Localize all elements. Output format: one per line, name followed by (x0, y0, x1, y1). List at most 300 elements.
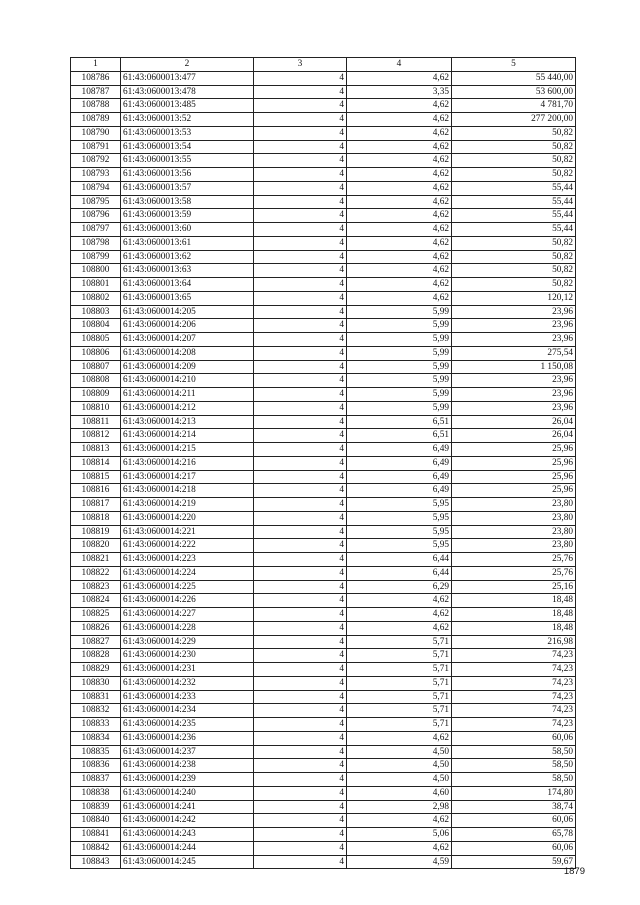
table-cell-col-2: 61:43:0600014:242 (121, 814, 254, 828)
table-cell-col-4: 4,62 (347, 154, 452, 168)
table-cell-col-4: 4,62 (347, 264, 452, 278)
table-cell-col-3: 4 (254, 773, 347, 787)
table-cell-col-3: 4 (254, 264, 347, 278)
table-cell-col-2: 61:43:0600013:62 (121, 250, 254, 264)
table-cell-col-2: 61:43:0600014:224 (121, 566, 254, 580)
table-cell-col-4: 4,62 (347, 731, 452, 745)
table-row (71, 566, 576, 580)
table-cell-col-2: 61:43:0600014:212 (121, 401, 254, 415)
table-row (71, 786, 576, 800)
table-cell-col-5: 25,96 (452, 443, 576, 457)
table-cell-col-1: 108818 (71, 511, 121, 525)
table-cell-col-2: 61:43:0600014:226 (121, 594, 254, 608)
table-cell-col-4: 3,35 (347, 85, 452, 99)
table-cell-col-5: 55,44 (452, 209, 576, 223)
table-cell-col-4: 5,71 (347, 704, 452, 718)
table-cell-col-1: 108805 (71, 333, 121, 347)
table-cell-col-5: 23,96 (452, 374, 576, 388)
table-cell-col-1: 108830 (71, 676, 121, 690)
table-cell-col-3: 4 (254, 181, 347, 195)
table-cell-col-4: 4,50 (347, 745, 452, 759)
table-row (71, 429, 576, 443)
table-cell-col-2: 61:43:0600014:213 (121, 415, 254, 429)
table-row (71, 154, 576, 168)
table-cell-col-4: 4,62 (347, 236, 452, 250)
table-cell-col-2: 61:43:0600014:228 (121, 621, 254, 635)
table-cell-col-1: 108794 (71, 181, 121, 195)
table-cell-col-2: 61:43:0600014:229 (121, 635, 254, 649)
table-cell-col-3: 4 (254, 690, 347, 704)
table-cell-col-4: 6,29 (347, 580, 452, 594)
table-cell-col-3: 4 (254, 346, 347, 360)
table-cell-col-1: 108798 (71, 236, 121, 250)
table-cell-col-5: 23,80 (452, 525, 576, 539)
table-cell-col-1: 108814 (71, 456, 121, 470)
table-row (71, 319, 576, 333)
table-row (71, 181, 576, 195)
table-cell-col-1: 108801 (71, 278, 121, 292)
table-cell-col-5: 18,48 (452, 608, 576, 622)
table-cell-col-2: 61:43:0600014:237 (121, 745, 254, 759)
table-row (71, 360, 576, 374)
table-row (71, 759, 576, 773)
table-cell-col-2: 61:43:0600013:65 (121, 291, 254, 305)
table-cell-col-4: 4,50 (347, 773, 452, 787)
table-cell-col-2: 61:43:0600014:209 (121, 360, 254, 374)
table-cell-col-1: 108797 (71, 223, 121, 237)
table-cell-col-2: 61:43:0600013:60 (121, 223, 254, 237)
table-cell-col-3: 4 (254, 168, 347, 182)
table-row (71, 608, 576, 622)
table-cell-col-1: 108796 (71, 209, 121, 223)
table-cell-col-1: 108813 (71, 443, 121, 457)
table-row (71, 731, 576, 745)
table-cell-col-4: 6,49 (347, 470, 452, 484)
table-cell-col-4: 5,71 (347, 635, 452, 649)
table-cell-col-3: 4 (254, 745, 347, 759)
table-cell-col-1: 108825 (71, 608, 121, 622)
table-cell-col-2: 61:43:0600014:215 (121, 443, 254, 457)
table-row (71, 594, 576, 608)
table-cell-col-3: 4 (254, 278, 347, 292)
table-cell-col-4: 4,62 (347, 195, 452, 209)
table-cell-col-4: 4,62 (347, 223, 452, 237)
table-cell-col-3: 4 (254, 621, 347, 635)
column-header-5: 5 (452, 58, 576, 72)
table-row (71, 415, 576, 429)
table-cell-col-1: 108807 (71, 360, 121, 374)
table-cell-col-1: 108840 (71, 814, 121, 828)
table-cell-col-5: 23,96 (452, 305, 576, 319)
table-cell-col-2: 61:43:0600013:57 (121, 181, 254, 195)
table-cell-col-3: 4 (254, 580, 347, 594)
table-cell-col-2: 61:43:0600013:54 (121, 140, 254, 154)
table-cell-col-2: 61:43:0600013:59 (121, 209, 254, 223)
table-cell-col-3: 4 (254, 635, 347, 649)
table-cell-col-4: 4,62 (347, 113, 452, 127)
table-cell-col-5: 58,50 (452, 759, 576, 773)
table-cell-col-2: 61:43:0600014:231 (121, 663, 254, 677)
table-cell-col-5: 50,82 (452, 154, 576, 168)
table-row (71, 388, 576, 402)
table-cell-col-3: 4 (254, 305, 347, 319)
table-cell-col-1: 108832 (71, 704, 121, 718)
table-cell-col-5: 55,44 (452, 223, 576, 237)
table-cell-col-5: 50,82 (452, 250, 576, 264)
table-cell-col-2: 61:43:0600014:223 (121, 553, 254, 567)
table-cell-col-3: 4 (254, 374, 347, 388)
table-cell-col-3: 4 (254, 456, 347, 470)
table-cell-col-2: 61:43:0600014:216 (121, 456, 254, 470)
table-cell-col-3: 4 (254, 236, 347, 250)
table-row (71, 346, 576, 360)
table-cell-col-4: 6,51 (347, 429, 452, 443)
table-cell-col-5: 74,23 (452, 649, 576, 663)
table-cell-col-1: 108827 (71, 635, 121, 649)
table-cell-col-5: 25,96 (452, 484, 576, 498)
table-cell-col-4: 5,71 (347, 690, 452, 704)
table-row (71, 690, 576, 704)
table-cell-col-5: 216,98 (452, 635, 576, 649)
table-cell-col-3: 4 (254, 649, 347, 663)
table-cell-col-3: 4 (254, 415, 347, 429)
table-cell-col-5: 25,96 (452, 470, 576, 484)
table-cell-col-4: 4,62 (347, 168, 452, 182)
table-cell-col-3: 4 (254, 250, 347, 264)
table-row (71, 539, 576, 553)
table-cell-col-3: 4 (254, 594, 347, 608)
table-cell-col-1: 108795 (71, 195, 121, 209)
table-row (71, 525, 576, 539)
table-row (71, 71, 576, 85)
table-cell-col-4: 5,71 (347, 649, 452, 663)
table-cell-col-3: 4 (254, 718, 347, 732)
table-cell-col-2: 61:43:0600014:244 (121, 841, 254, 855)
table-cell-col-1: 108816 (71, 484, 121, 498)
table-cell-col-3: 4 (254, 800, 347, 814)
table-row (71, 511, 576, 525)
table-cell-col-2: 61:43:0600014:245 (121, 855, 254, 869)
table-cell-col-2: 61:43:0600013:56 (121, 168, 254, 182)
table-cell-col-2: 61:43:0600014:211 (121, 388, 254, 402)
table-cell-col-2: 61:43:0600013:58 (121, 195, 254, 209)
table-cell-col-5: 25,76 (452, 553, 576, 567)
table-cell-col-1: 108799 (71, 250, 121, 264)
table-cell-col-5: 25,16 (452, 580, 576, 594)
table-row (71, 663, 576, 677)
table-cell-col-4: 6,51 (347, 415, 452, 429)
table-cell-col-1: 108808 (71, 374, 121, 388)
table-cell-col-5: 55,44 (452, 195, 576, 209)
table-cell-col-1: 108792 (71, 154, 121, 168)
table-cell-col-5: 50,82 (452, 236, 576, 250)
table-row (71, 126, 576, 140)
table-cell-col-5: 23,96 (452, 319, 576, 333)
table-cell-col-2: 61:43:0600013:55 (121, 154, 254, 168)
table-cell-col-4: 5,99 (347, 401, 452, 415)
table-row (71, 676, 576, 690)
table-cell-col-4: 5,99 (347, 346, 452, 360)
table-cell-col-2: 61:43:0600014:235 (121, 718, 254, 732)
table-cell-col-4: 4,62 (347, 250, 452, 264)
table-row (71, 855, 576, 869)
table-cell-col-4: 4,62 (347, 621, 452, 635)
table-cell-col-2: 61:43:0600013:64 (121, 278, 254, 292)
table-cell-col-5: 60,06 (452, 814, 576, 828)
page-number: 1879 (563, 866, 585, 877)
table-cell-col-3: 4 (254, 759, 347, 773)
table-cell-col-4: 5,99 (347, 319, 452, 333)
table-cell-col-4: 4,62 (347, 814, 452, 828)
table-cell-col-4: 4,60 (347, 786, 452, 800)
table-cell-col-3: 4 (254, 443, 347, 457)
table-cell-col-5: 25,76 (452, 566, 576, 580)
table-cell-col-2: 61:43:0600014:238 (121, 759, 254, 773)
table-header-row (71, 58, 576, 72)
table-cell-col-1: 108842 (71, 841, 121, 855)
table-cell-col-2: 61:43:0600014:236 (121, 731, 254, 745)
table-cell-col-1: 108806 (71, 346, 121, 360)
table-cell-col-2: 61:43:0600014:219 (121, 498, 254, 512)
table-cell-col-1: 108839 (71, 800, 121, 814)
table-cell-col-4: 6,44 (347, 566, 452, 580)
table-cell-col-4: 4,62 (347, 209, 452, 223)
table-cell-col-2: 61:43:0600014:221 (121, 525, 254, 539)
data-table (70, 57, 576, 869)
table-cell-col-1: 108820 (71, 539, 121, 553)
table-cell-col-3: 4 (254, 388, 347, 402)
table-cell-col-1: 108789 (71, 113, 121, 127)
table-cell-col-5: 174,80 (452, 786, 576, 800)
table-cell-col-2: 61:43:0600013:478 (121, 85, 254, 99)
table-row (71, 484, 576, 498)
table-cell-col-4: 4,59 (347, 855, 452, 869)
table-cell-col-5: 38,74 (452, 800, 576, 814)
table-cell-col-3: 4 (254, 731, 347, 745)
table-cell-col-4: 4,50 (347, 759, 452, 773)
table-cell-col-1: 108809 (71, 388, 121, 402)
table-cell-col-1: 108810 (71, 401, 121, 415)
table-cell-col-2: 61:43:0600014:234 (121, 704, 254, 718)
table-cell-col-5: 58,50 (452, 773, 576, 787)
table-cell-col-5: 55,44 (452, 181, 576, 195)
table-cell-col-2: 61:43:0600014:232 (121, 676, 254, 690)
table-row (71, 470, 576, 484)
table-row (71, 99, 576, 113)
table-cell-col-1: 108837 (71, 773, 121, 787)
table-cell-col-3: 4 (254, 841, 347, 855)
table-cell-col-4: 4,62 (347, 71, 452, 85)
table-row (71, 85, 576, 99)
table-cell-col-4: 5,06 (347, 828, 452, 842)
table-cell-col-5: 60,06 (452, 841, 576, 855)
table-cell-col-4: 5,99 (347, 333, 452, 347)
table-cell-col-5: 26,04 (452, 429, 576, 443)
table-cell-col-3: 4 (254, 99, 347, 113)
table-row (71, 745, 576, 759)
table-row (71, 291, 576, 305)
table-cell-col-3: 4 (254, 498, 347, 512)
table-cell-col-2: 61:43:0600014:222 (121, 539, 254, 553)
table-cell-col-1: 108836 (71, 759, 121, 773)
table-cell-col-1: 108793 (71, 168, 121, 182)
table-cell-col-1: 108803 (71, 305, 121, 319)
table-cell-col-5: 275,54 (452, 346, 576, 360)
table-cell-col-4: 5,95 (347, 511, 452, 525)
table-row (71, 264, 576, 278)
table-cell-col-4: 2,98 (347, 800, 452, 814)
table-cell-col-2: 61:43:0600014:227 (121, 608, 254, 622)
table-cell-col-2: 61:43:0600014:239 (121, 773, 254, 787)
table-cell-col-5: 277 200,00 (452, 113, 576, 127)
table-cell-col-5: 60,06 (452, 731, 576, 745)
table-cell-col-1: 108812 (71, 429, 121, 443)
table-cell-col-5: 4 781,70 (452, 99, 576, 113)
table-cell-col-3: 4 (254, 113, 347, 127)
table-row (71, 841, 576, 855)
table-cell-col-3: 4 (254, 209, 347, 223)
table-cell-col-5: 23,80 (452, 511, 576, 525)
table-cell-col-1: 108819 (71, 525, 121, 539)
table-cell-col-1: 108829 (71, 663, 121, 677)
table-cell-col-4: 5,95 (347, 539, 452, 553)
table-row (71, 305, 576, 319)
table-row (71, 553, 576, 567)
table-row (71, 168, 576, 182)
table-cell-col-5: 74,23 (452, 690, 576, 704)
table-cell-col-3: 4 (254, 126, 347, 140)
table-cell-col-5: 50,82 (452, 168, 576, 182)
table-row (71, 443, 576, 457)
table-cell-col-5: 74,23 (452, 663, 576, 677)
table-cell-col-4: 5,71 (347, 718, 452, 732)
table-cell-col-2: 61:43:0600014:217 (121, 470, 254, 484)
table-cell-col-1: 108833 (71, 718, 121, 732)
table-body (71, 71, 576, 869)
table-cell-col-3: 4 (254, 71, 347, 85)
table-cell-col-4: 4,62 (347, 278, 452, 292)
table-cell-col-2: 61:43:0600014:240 (121, 786, 254, 800)
table-row (71, 113, 576, 127)
table-cell-col-1: 108791 (71, 140, 121, 154)
table-cell-col-4: 5,99 (347, 388, 452, 402)
table-cell-col-5: 59,67 (452, 855, 576, 869)
table-cell-col-4: 4,62 (347, 126, 452, 140)
table-row (71, 773, 576, 787)
table-cell-col-4: 4,62 (347, 608, 452, 622)
table-cell-col-5: 53 600,00 (452, 85, 576, 99)
table-cell-col-5: 74,23 (452, 704, 576, 718)
table-cell-col-2: 61:43:0600014:225 (121, 580, 254, 594)
table-cell-col-2: 61:43:0600013:61 (121, 236, 254, 250)
table-cell-col-4: 5,99 (347, 305, 452, 319)
table-cell-col-2: 61:43:0600014:210 (121, 374, 254, 388)
table-row (71, 278, 576, 292)
table-cell-col-4: 5,99 (347, 374, 452, 388)
table-row (71, 456, 576, 470)
table-cell-col-4: 4,62 (347, 594, 452, 608)
table-cell-col-3: 4 (254, 85, 347, 99)
table-cell-col-4: 4,62 (347, 841, 452, 855)
table-cell-col-5: 74,23 (452, 676, 576, 690)
table-cell-col-1: 108835 (71, 745, 121, 759)
table-cell-col-5: 58,50 (452, 745, 576, 759)
table-cell-col-1: 108843 (71, 855, 121, 869)
table-cell-col-3: 4 (254, 539, 347, 553)
table-cell-col-5: 50,82 (452, 140, 576, 154)
table-cell-col-1: 108786 (71, 71, 121, 85)
table-row (71, 621, 576, 635)
table-cell-col-3: 4 (254, 814, 347, 828)
table-cell-col-4: 5,95 (347, 525, 452, 539)
table-cell-col-2: 61:43:0600014:220 (121, 511, 254, 525)
table-cell-col-4: 4,62 (347, 140, 452, 154)
table-cell-col-3: 4 (254, 663, 347, 677)
table-cell-col-5: 50,82 (452, 126, 576, 140)
table-cell-col-5: 120,12 (452, 291, 576, 305)
table-cell-col-4: 4,62 (347, 291, 452, 305)
table-cell-col-3: 4 (254, 429, 347, 443)
table-cell-col-5: 50,82 (452, 264, 576, 278)
table-cell-col-3: 4 (254, 704, 347, 718)
table-cell-col-1: 108826 (71, 621, 121, 635)
table-cell-col-1: 108821 (71, 553, 121, 567)
table-cell-col-3: 4 (254, 786, 347, 800)
table-row (71, 635, 576, 649)
table-row (71, 223, 576, 237)
table-cell-col-1: 108811 (71, 415, 121, 429)
table-row (71, 236, 576, 250)
table-row (71, 333, 576, 347)
table-cell-col-3: 4 (254, 470, 347, 484)
table-cell-col-3: 4 (254, 195, 347, 209)
table-cell-col-2: 61:43:0600014:241 (121, 800, 254, 814)
table-cell-col-1: 108802 (71, 291, 121, 305)
table-row (71, 814, 576, 828)
table-cell-col-1: 108815 (71, 470, 121, 484)
table-cell-col-3: 4 (254, 360, 347, 374)
table-cell-col-5: 23,96 (452, 401, 576, 415)
table-row (71, 401, 576, 415)
table-row (71, 140, 576, 154)
column-header-4: 4 (347, 58, 452, 72)
table-cell-col-3: 4 (254, 511, 347, 525)
table-cell-col-3: 4 (254, 291, 347, 305)
table-cell-col-5: 23,96 (452, 388, 576, 402)
table-cell-col-5: 23,96 (452, 333, 576, 347)
table-cell-col-3: 4 (254, 484, 347, 498)
table-row (71, 250, 576, 264)
table-cell-col-1: 108787 (71, 85, 121, 99)
column-header-3: 3 (254, 58, 347, 72)
table-cell-col-1: 108800 (71, 264, 121, 278)
table-row (71, 498, 576, 512)
table-cell-col-1: 108834 (71, 731, 121, 745)
table-cell-col-2: 61:43:0600014:206 (121, 319, 254, 333)
table-row (71, 195, 576, 209)
table-cell-col-2: 61:43:0600013:53 (121, 126, 254, 140)
column-header-2: 2 (121, 58, 254, 72)
table-cell-col-2: 61:43:0600013:52 (121, 113, 254, 127)
table-cell-col-5: 50,82 (452, 278, 576, 292)
table-row (71, 828, 576, 842)
table-cell-col-4: 5,99 (347, 360, 452, 374)
column-header-1: 1 (71, 58, 121, 72)
table-cell-col-1: 108790 (71, 126, 121, 140)
table-cell-col-3: 4 (254, 608, 347, 622)
table-cell-col-3: 4 (254, 401, 347, 415)
table-cell-col-5: 25,96 (452, 456, 576, 470)
